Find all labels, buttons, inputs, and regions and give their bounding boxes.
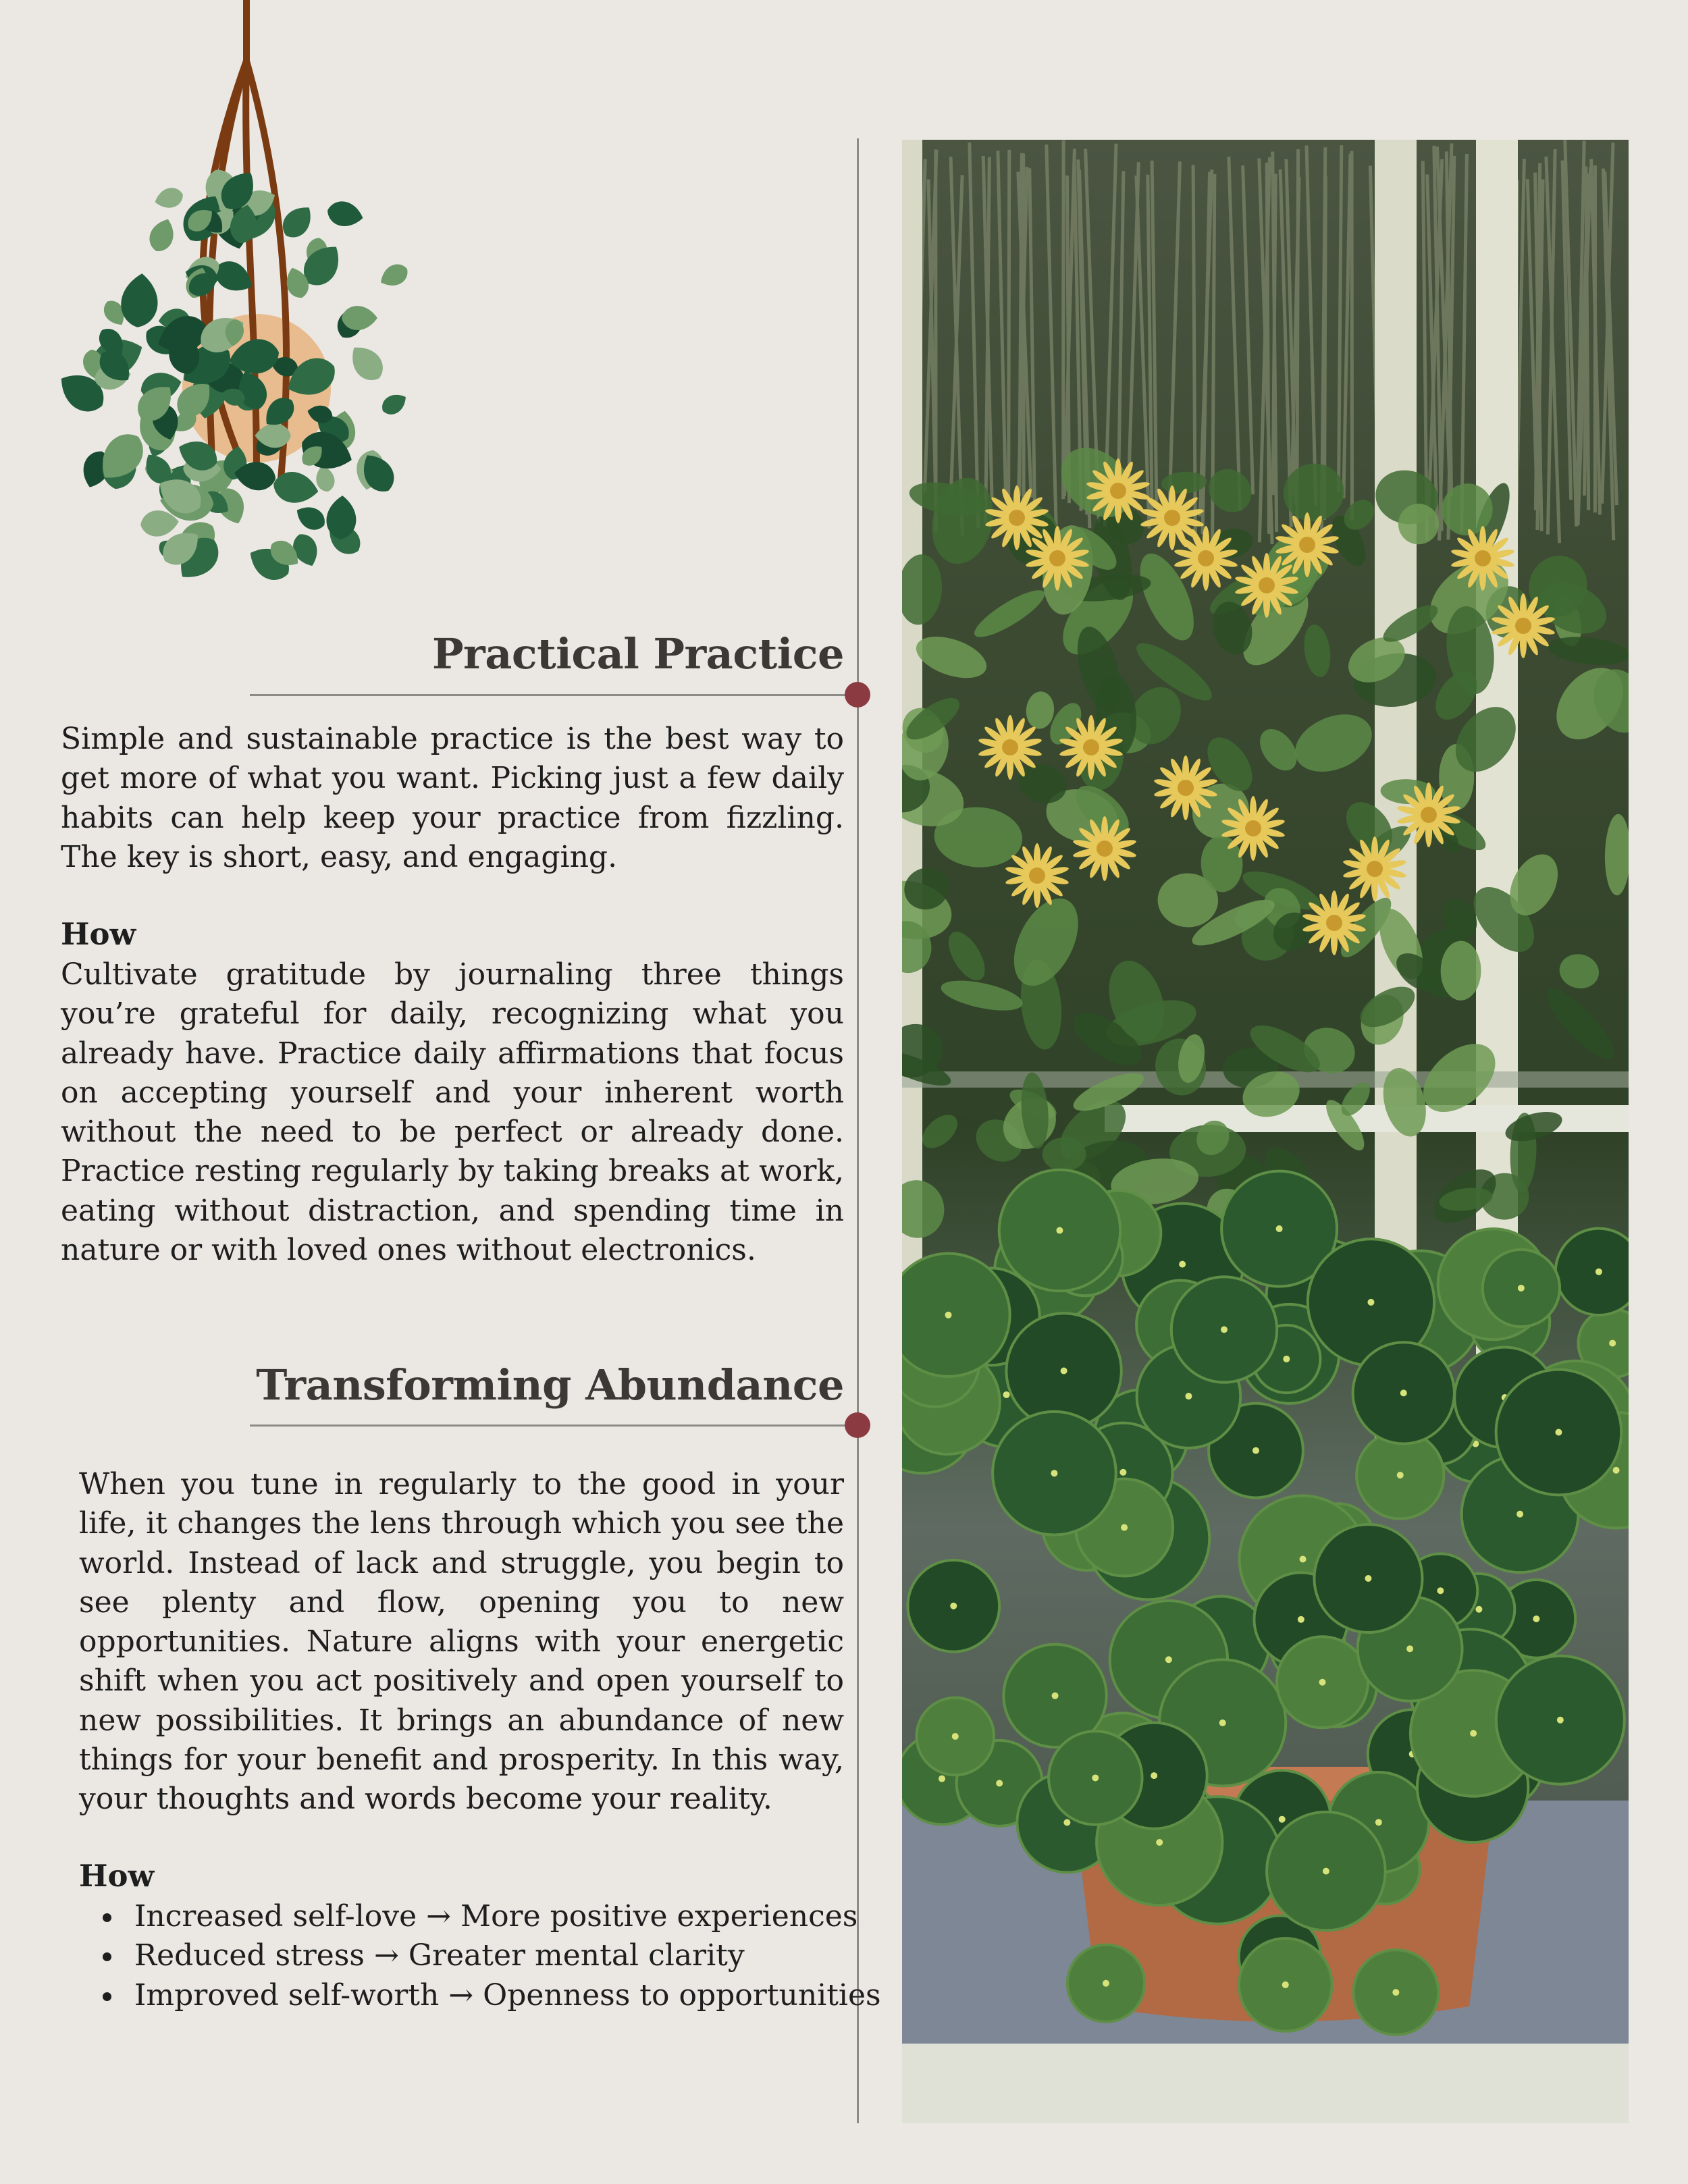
abundance-how-label: How [79,1858,155,1894]
vertical-divider [857,138,859,2123]
practice-how-label: How [61,916,136,952]
abundance-bullet-list [79,1897,881,2015]
window-plants-photo [902,140,1629,2123]
heading-rule [250,694,858,696]
accent-dot [845,1412,870,1438]
heading-practical-practice: Practical Practice [431,629,844,678]
abundance-intro-paragraph: When you tune in regularly to the good in your life, it changes the lens through which you see the world. Instead of lack and struggle, you begin to see plenty and flow, opening you to new opportunities. Nature aligns with your energetic shift when you act positively and open yourself to new possibilities. It brings an abundance of new things for your benefit and prosperity. In this way, your thoughts and words become your reality. [79,1467,844,1817]
list-item: Reduced stress → Greater mental clarity [79,1936,881,1975]
heading-transforming-abundance: Transforming Abundance [256,1360,844,1410]
practice-how-paragraph: Cultivate gratitude by journaling three things you’re grateful for daily, recognizing what you already have. Practice daily affirmations that focus on accepting yourself and your inherent worth without the need to be perfect or already done. Practice resting regularly by taking breaks at work, eating without distraction, and spending time in nature or with loved ones without electronics. [61,957,844,1268]
practice-intro-paragraph: Simple and sustainable practice is the best way to get more of what you want. Picking just a few daily habits can help keep your practice from fizzling. The key is short, easy, and engaging. [61,722,844,874]
list-item: Improved self-worth → Openness to opportunities [79,1976,881,2015]
heading-rule [250,1424,858,1427]
hanging-plant-illustration [41,0,446,608]
accent-dot [845,682,870,708]
list-item: Increased self-love → More positive experiences [79,1897,881,1936]
